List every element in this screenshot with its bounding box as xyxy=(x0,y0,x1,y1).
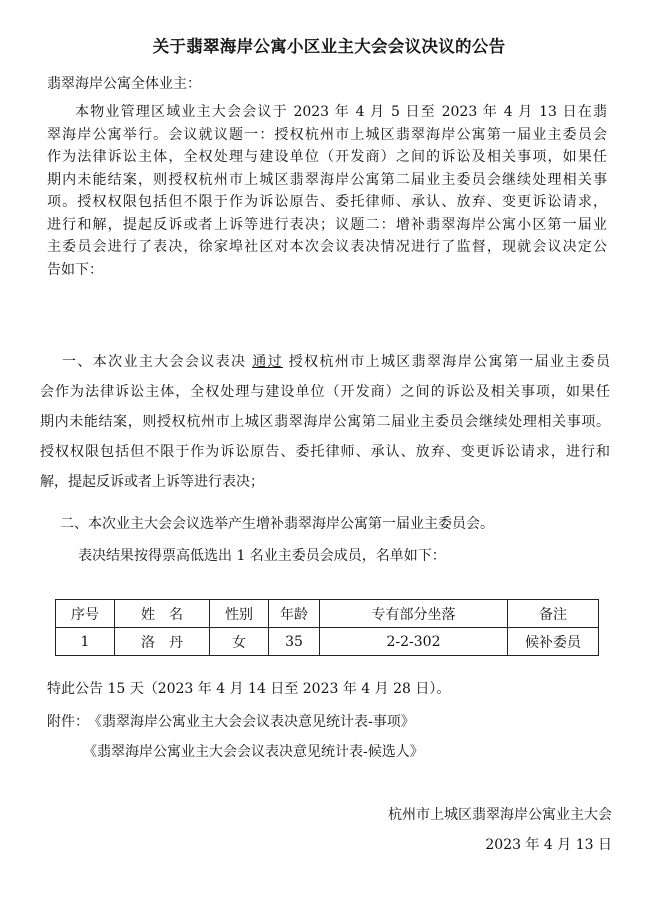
intro-line: 项。授权权限包括但不限于作为诉讼原告、委托律师、承认、放弃、变更诉讼请求， xyxy=(47,194,607,210)
col-header-age: 年龄 xyxy=(269,600,320,628)
item1-line: 会作为法律诉讼主体，全权处理与建设单位（开发商）之间的诉讼及相关事项，如果任 xyxy=(40,384,610,400)
item1-first-line xyxy=(40,347,610,377)
col-header-name: 姓 名 xyxy=(115,600,210,628)
cell-index: 1 xyxy=(56,628,115,656)
cell-unit: 2-2-302 xyxy=(320,628,508,656)
table-row xyxy=(56,628,599,656)
intro-line: 作为法律诉讼主体，全权处理与建设单位（开发商）之间的诉讼及相关事项，如果任 xyxy=(47,149,607,165)
intro-paragraph xyxy=(47,101,607,281)
attachment-line-1 xyxy=(47,711,415,731)
signing-date: 2023 年 4 月 13 日 xyxy=(485,837,612,853)
vote-result: 通过 xyxy=(252,354,283,370)
cell-gender: 女 xyxy=(210,628,269,656)
attachment-item: 《翡翠海岸公寓业主大会会议表决意见统计表-候选人》 xyxy=(83,744,424,760)
attachment-item: 《翡翠海岸公寓业主大会会议表决意见统计表-事项》 xyxy=(95,714,415,730)
item1-rest: 授权杭州市上城区翡翠海岸公寓第一届业主委员 xyxy=(288,354,611,370)
cell-name: 洛 丹 xyxy=(115,628,210,656)
col-header-unit: 专有部分坐落 xyxy=(320,600,508,628)
attachment-label: 附件： xyxy=(47,714,89,730)
resolution-item-2: 二、本次业主大会会议选举产生增补翡翠海岸公寓第一届业主委员会。 xyxy=(60,516,494,532)
col-header-index: 序号 xyxy=(56,600,115,628)
intro-line: 进行和解，提起反诉或者上诉等进行表决；议题二：增补翡翠海岸公寓小区第一届业 xyxy=(47,216,607,233)
greeting: 翡翠海岸公寓全体业主： xyxy=(47,76,201,92)
cell-age: 35 xyxy=(269,628,320,656)
table-header-row xyxy=(56,600,599,628)
item1-line: 解，提起反诉或者上诉等进行表决； xyxy=(40,474,264,490)
item1-line: 期内未能结案，则授权杭州市上城区翡翠海岸公寓第二届业主委员会继续处理相关事项。 xyxy=(40,414,610,430)
intro-line: 主委员会进行了表决，徐家埠社区对本次会议表决情况进行了监督，现就会议决定公 xyxy=(47,239,607,255)
notice-period: 特此公告 15 天（2023 年 4 月 14 日至 2023 年 4 月 28 日）。 xyxy=(47,681,451,697)
intro-line: 告如下： xyxy=(47,261,103,278)
intro-line: 翠海岸公寓举行。会议就议题一：授权杭州市上城区翡翠海岸公寓第一届业主委员会 xyxy=(47,126,607,143)
signature: 杭州市上城区翡翠海岸公寓业主大会 xyxy=(388,807,612,823)
page-title: 关于翡翠海岸公寓小区业主大会会议决议的公告 xyxy=(152,37,506,56)
intro-line: 期内未能结案，则授权杭州市上城区翡翠海岸公寓第二届业主委员会继续处理相关事 xyxy=(47,171,607,188)
intro-line: 本物业管理区域业主大会会议于 2023 年 4 月 5 日至 2023 年 4 月 13 日在翡 xyxy=(75,104,607,120)
item1-line: 授权权限包括但不限于作为诉讼原告、委托律师、承认、放弃、变更诉讼请求，进行和 xyxy=(40,444,610,460)
cell-remark: 候补委员 xyxy=(508,628,599,656)
committee-member-table xyxy=(55,599,599,656)
resolution-item-1 xyxy=(40,347,610,497)
item1-prefix: 一、本次业主大会会议表决 xyxy=(62,354,247,370)
vote-note: 表决结果按得票高低选出 1 名业主委员会成员，名单如下： xyxy=(78,548,446,564)
col-header-gender: 性别 xyxy=(210,600,269,628)
col-header-remark: 备注 xyxy=(508,600,599,628)
